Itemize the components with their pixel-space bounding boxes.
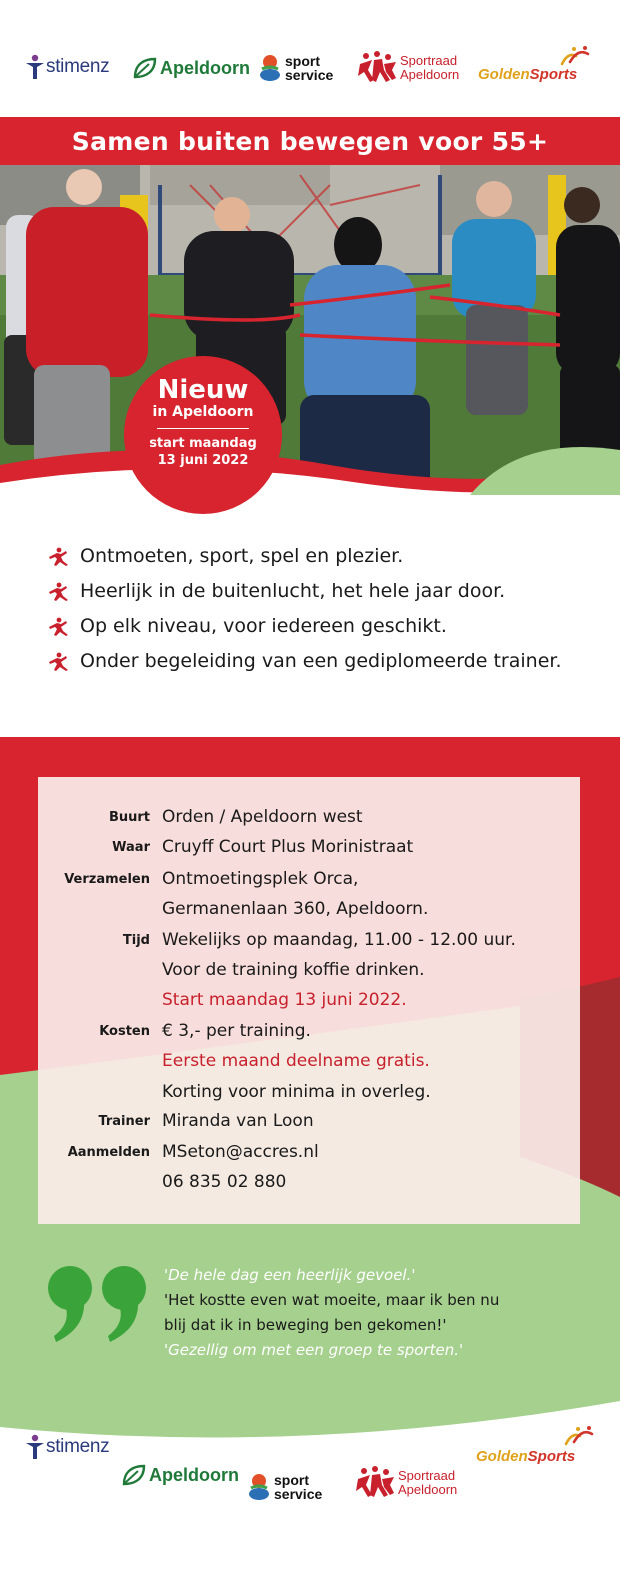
leaf-icon [133,57,157,79]
sport-service-logo-bottom [247,1472,322,1502]
sport-service-logo [258,53,333,83]
badge-start-line2: 13 juni 2022 [157,453,249,468]
sport-service-line1: sport [274,1472,309,1488]
info-value: Wekelijks op maandag, 11.00 - 12.00 uur. [162,930,516,950]
bullet-item [46,578,606,604]
bullet-text: Heerlijk in de buitenlucht, het hele jaar door. [80,580,506,602]
quote-line-2a: 'Het kostte even wat moeite, maar ik ben nu [164,1291,500,1309]
sportraad-line2: Apeldoorn [400,67,460,82]
goldensports-runners-icon [558,46,592,66]
badge-divider [157,428,249,429]
leaf-icon [122,1464,146,1486]
goldensports-text-a: Golden [478,66,530,83]
bullet-item [46,543,606,569]
quote-line-3: 'Gezellig om met een groep te sporten.' [164,1341,464,1359]
bullet-text: Onder begeleiding van een gediplomeerde trainer. [80,650,562,672]
info-value: Korting voor minima in overleg. [162,1082,431,1102]
goldensports-text-b: Sports [529,66,578,83]
apeldoorn-logo-text: Apeldoorn [160,57,250,78]
info-value-highlight: Eerste maand deelname gratis. [162,1051,430,1071]
runner-icon [46,547,70,567]
badge-title: Nieuw [157,375,249,405]
apeldoorn-logo-text: Apeldoorn [149,1464,239,1485]
apeldoorn-logo [133,57,250,79]
email-link[interactable]: MSeton@accres.nl [162,1142,319,1162]
hero-photo-illustration [0,165,620,495]
bullet-item [46,613,606,639]
goldensports-logo [478,46,593,86]
stimenz-logo-text: stimenz [46,56,110,77]
sportraad-logo [356,50,459,86]
info-label: Kosten [99,1024,150,1039]
badge-subtitle: in Apeldoorn [152,404,254,420]
sport-service-ball-icon [258,53,282,83]
sport-service-ball-icon [247,1472,271,1502]
info-panel [38,777,580,1224]
sportraad-line1: Sportraad [398,1468,456,1483]
badge-start-line1: start maandag [149,436,257,451]
new-badge [124,356,282,514]
info-label: Trainer [98,1114,150,1129]
runner-icon [46,582,70,602]
headline: Samen buiten bewegen voor 55+ [0,117,620,165]
info-value: € 3,- per training. [162,1021,311,1041]
quote-mark-icon [46,1262,150,1344]
runner-icon [46,652,70,672]
stimenz-logo-text: stimenz [46,1436,110,1457]
stimenz-figure-icon [24,54,46,80]
info-value: Orden / Apeldoorn west [162,807,363,827]
info-label: Verzamelen [64,872,150,887]
info-value: Germanenlaan 360, Apeldoorn. [162,899,429,919]
bullet-text: Ontmoeten, sport, spel en plezier. [80,545,404,567]
info-label: Buurt [108,810,150,825]
stimenz-logo-bottom [24,1434,109,1460]
goldensports-text-a: Golden [476,1448,528,1465]
phone-number[interactable]: 06 835 02 880 [162,1172,287,1192]
testimonial [164,1263,584,1363]
info-value: Cruyff Court Plus Morinistraat [162,837,414,857]
stimenz-figure-icon [24,1434,46,1460]
info-label: Aanmelden [67,1145,150,1160]
quote-line-2b: blij dat ik in beweging ben gekomen!' [164,1316,447,1334]
stimenz-logo [24,54,109,80]
runner-icon [46,617,70,637]
info-value: Ontmoetingsplek Orca, [162,869,359,889]
quote-line-1: 'De hele dag een heerlijk gevoel.' [164,1266,416,1284]
sportraad-line1: Sportraad [400,53,458,68]
sportraad-figures-icon [354,1465,396,1501]
sportraad-line2: Apeldoorn [398,1482,458,1497]
info-label: Waar [112,840,150,855]
info-value: Miranda van Loon [162,1111,314,1131]
info-label: Tijd [122,933,150,948]
goldensports-runners-icon [562,1426,596,1446]
bullet-item [46,648,606,674]
info-value-highlight: Start maandag 13 juni 2022. [162,990,407,1010]
goldensports-text-b: Sports [527,1448,576,1465]
sportraad-figures-icon [356,50,398,86]
apeldoorn-logo-bottom [122,1464,239,1486]
sport-service-line1: sport [285,53,320,69]
sportraad-logo-bottom [354,1465,457,1501]
info-value: Voor de training koffie drinken. [162,960,425,980]
bullet-text: Op elk niveau, voor iedereen geschikt. [80,615,447,637]
goldensports-logo-bottom [476,1426,596,1466]
sport-service-line2: service [285,67,334,83]
hero-photo [0,165,620,495]
bullet-list [46,543,606,683]
sport-service-line2: service [274,1486,323,1502]
